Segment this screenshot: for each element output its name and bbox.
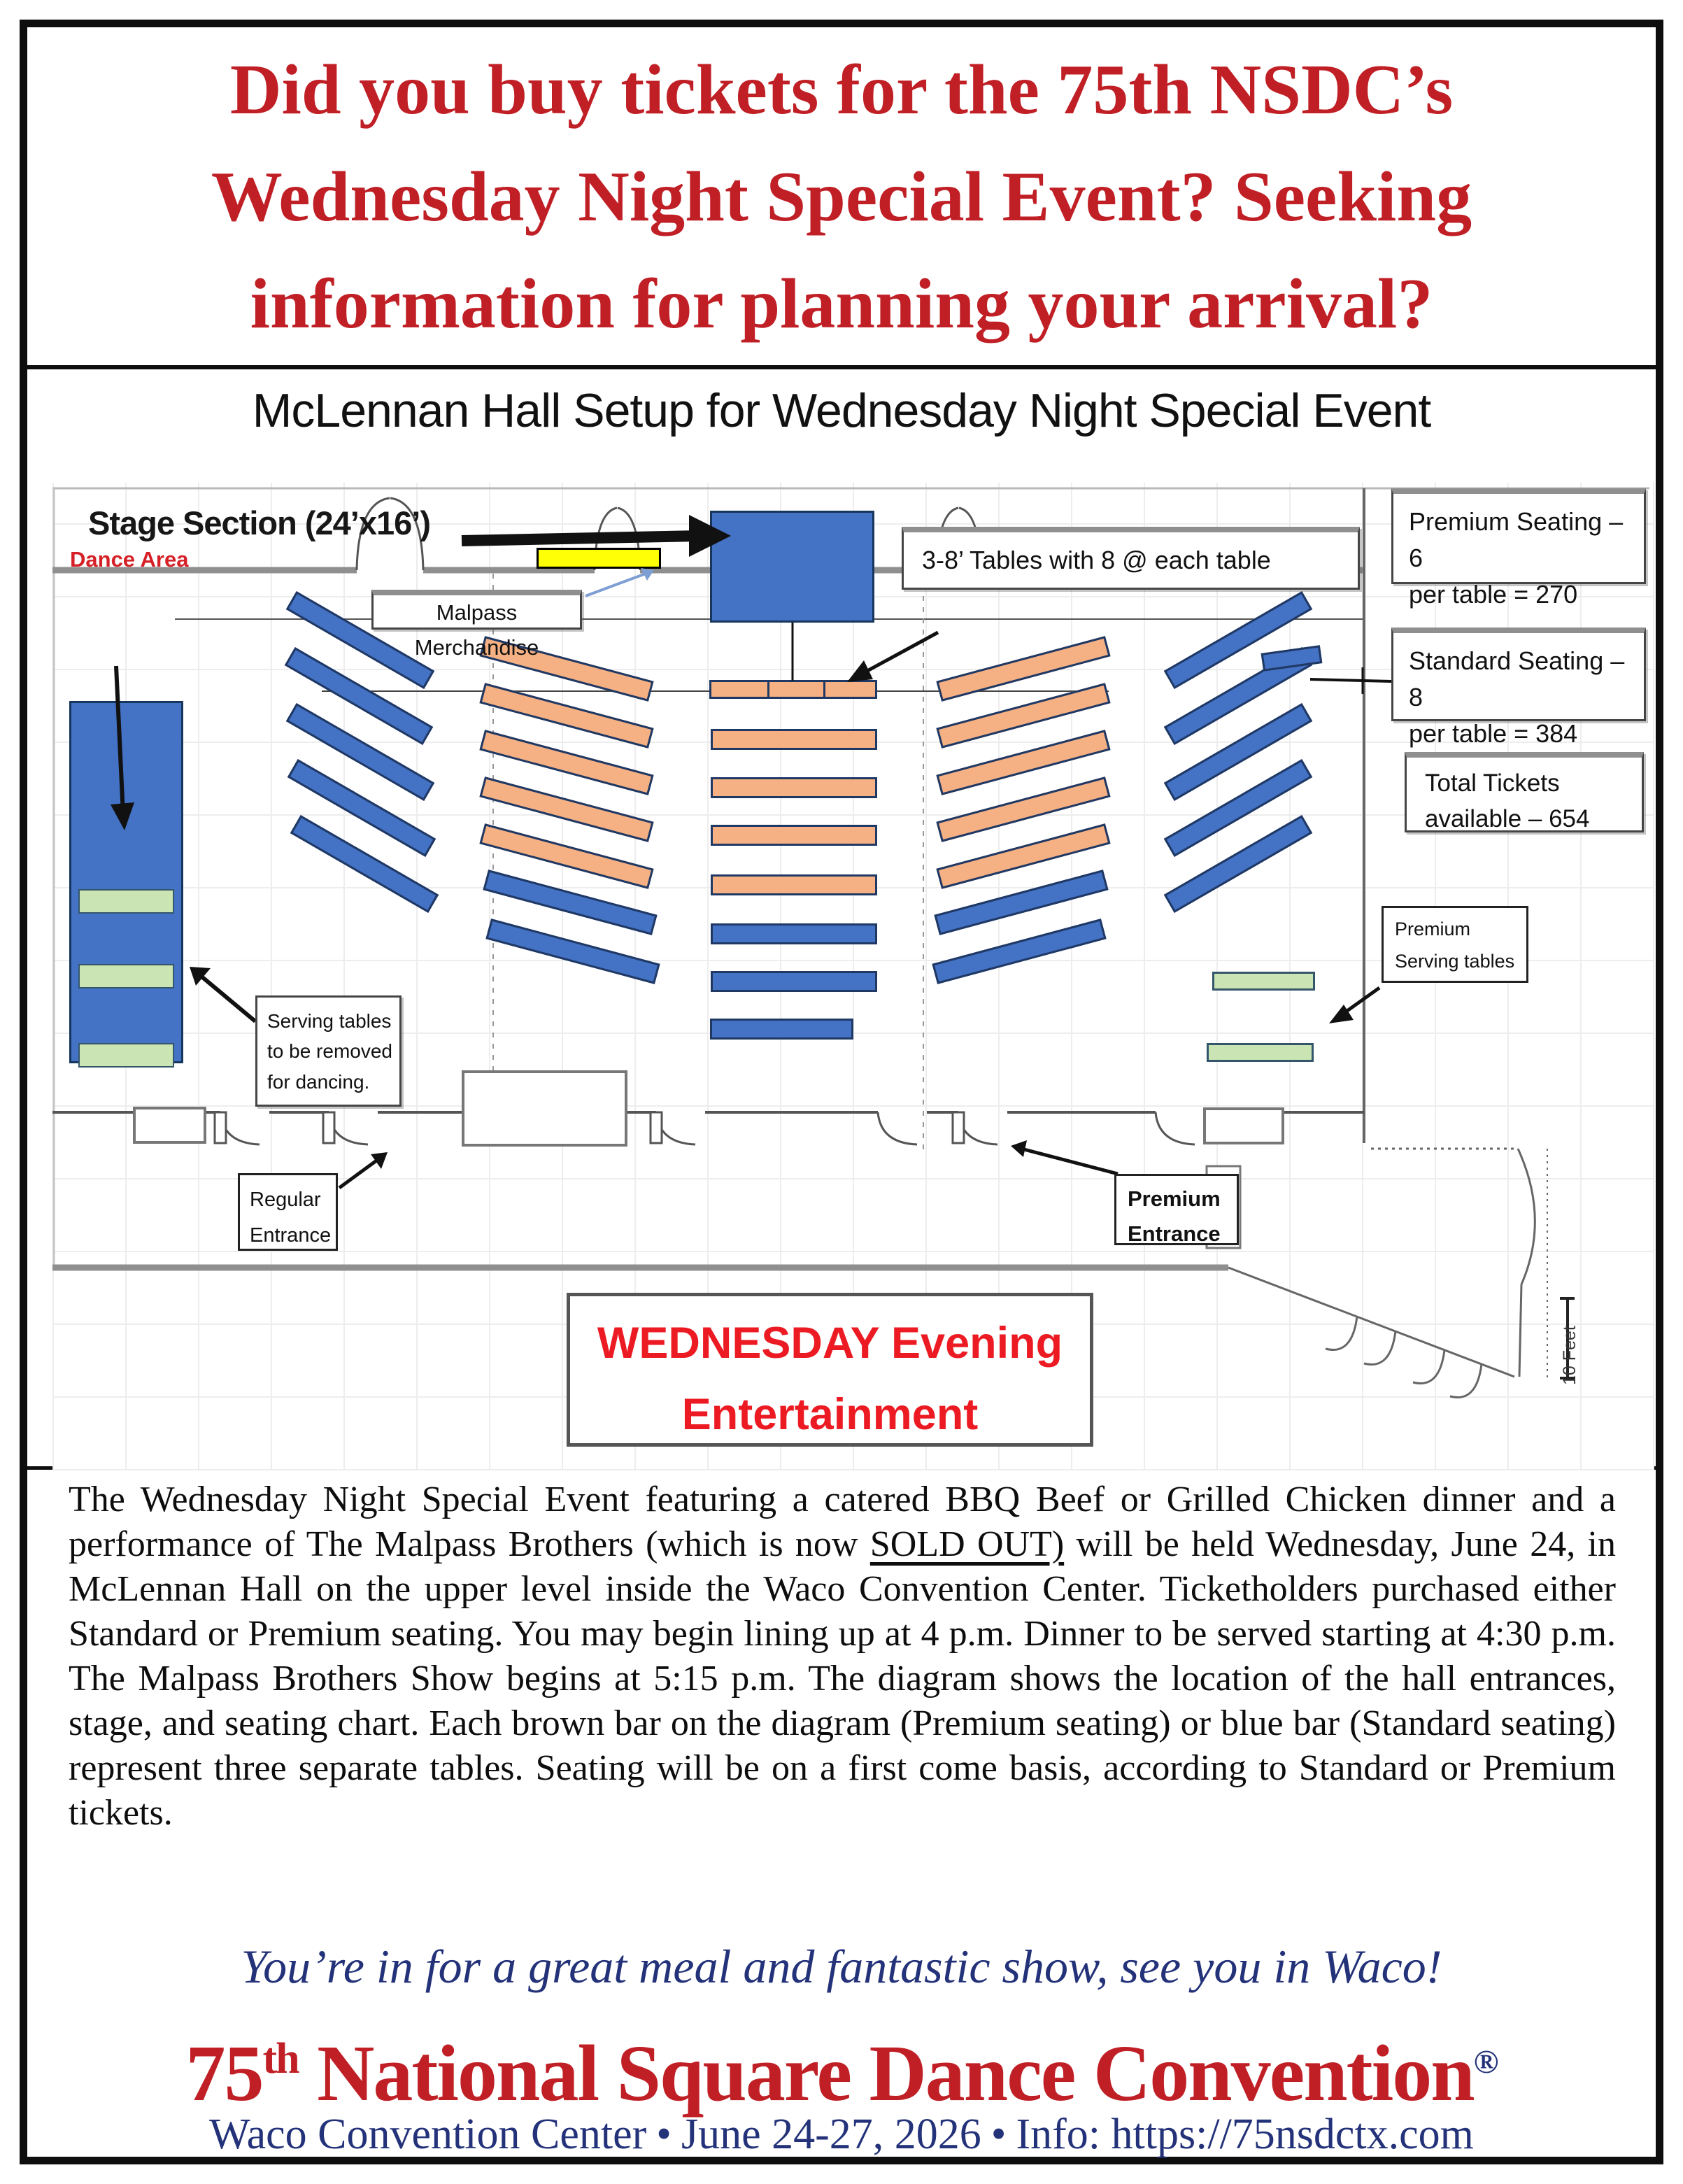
body-paragraph: [69, 1477, 1616, 1836]
headline-line-3: information for planning your arrival?: [250, 264, 1433, 343]
tables-note-text: 3-8’ Tables with 8 @ each table: [922, 546, 1271, 574]
standard-seating-line1: Standard Seating – 8: [1409, 646, 1625, 712]
convention-name: National Square Dance Convention: [298, 2029, 1474, 2118]
dates-text: June 24-27, 2026: [681, 2111, 981, 2158]
convention-number: 75: [185, 2029, 263, 2118]
regular-entrance-arrow: [339, 1152, 388, 1188]
floorplan: [52, 483, 1654, 1470]
tagline: You’re in for a great meal and fantastic show, see you in Waco!: [241, 1940, 1442, 1993]
legend-standard-seating: [1391, 627, 1646, 749]
premium-entrance-line2: Entrance: [1128, 1221, 1221, 1246]
headline-line-1: Did you buy tickets for the 75th NSDC’s: [229, 50, 1454, 129]
premium-entrance-line1: Premium: [1128, 1186, 1221, 1211]
stage-section-label: Stage Section (24’x16’): [88, 504, 430, 541]
premium-seating-line1: Premium Seating – 6: [1409, 507, 1624, 573]
banner-line1: WEDNESDAY Evening: [597, 1319, 1063, 1368]
premium-entrance-arrow: [1011, 1140, 1118, 1174]
event-banner: [567, 1293, 1093, 1447]
headline: [42, 36, 1641, 357]
paragraph-text: The Wednesday Night Special Event featuring a catered BBQ Beef or Grilled Chicken dinner and a performance of The Malpass Brothers (which is now: [69, 1480, 1616, 1564]
info-url: Info: https://75nsdctx.com: [1016, 2111, 1474, 2158]
legend-total-tickets: [1405, 752, 1644, 832]
standard-seating-line2: per table = 384: [1409, 719, 1578, 749]
convention-ordinal: th: [262, 2035, 299, 2083]
registered-mark: ®: [1473, 2043, 1498, 2080]
serving-note-arrow: [190, 967, 255, 1021]
banner-line2: Entertainment: [681, 1390, 979, 1440]
stage-arrow: [462, 515, 731, 557]
paragraph-text: will be held Wednesday, June 24, in McLennan Hall on the upper level inside the Waco Convention Center. Ticketholders purchased either Standard or Premium seating. You may begin lining up at 4 p.m. Dinner to be served starting at 4:30 p.m. The Malpass Brothers Show begins at 5:15 p.m. The diagram shows the location of the hall entrances, stage, and seating chart. Each brown bar on the diagram (Premium seating) or blue bar (Standard seating) represent three separate tables. Seating will be on a first come basis, according to Standard or Premium tickets.: [69, 1524, 1617, 1833]
standard-seating-connector: [1310, 667, 1391, 694]
dance-area-arrow: [111, 666, 134, 830]
scale-label: 10 Feet: [1560, 1326, 1579, 1385]
serving-note-line1: Serving tables: [267, 1010, 392, 1032]
malpass-merchandise-label: [371, 590, 582, 660]
info-line: [0, 2110, 1683, 2160]
premium-entrance-label: [1114, 1174, 1239, 1245]
premium-seating-line2: per table = 270: [1409, 580, 1578, 609]
malpass-arrow: [585, 568, 654, 596]
total-tickets-line2: available – 654: [1425, 804, 1590, 832]
serving-note-line2: to be removed: [267, 1040, 392, 1063]
premium-serving-line2: Serving tables: [1395, 950, 1515, 972]
serving-note-line3: for dancing.: [267, 1070, 370, 1093]
serving-note-label: [255, 995, 402, 1107]
premium-serving-line1: Premium: [1395, 919, 1471, 939]
premium-serving-arrow: [1329, 988, 1379, 1023]
total-tickets-line1: Total Tickets: [1425, 770, 1560, 797]
bullet-separator: •: [656, 2111, 672, 2158]
tables-note-label: [902, 527, 1360, 590]
bullet-separator: •: [990, 2111, 1007, 2158]
malpass-merchandise-text: Malpass Merchandise: [414, 600, 539, 660]
convention-title: [0, 2027, 1683, 2120]
headline-divider: [27, 365, 1656, 369]
tables-note-arrow: [847, 632, 938, 682]
regular-entrance-label: [238, 1173, 338, 1251]
premium-serving-label: [1382, 906, 1528, 983]
diagram-title: McLennan Hall Setup for Wednesday Night Special Event: [252, 384, 1431, 437]
sold-out-text: SOLD OUT): [869, 1524, 1065, 1564]
regular-entrance-line2: Entrance: [250, 1224, 332, 1247]
venue-text: Waco Convention Center: [209, 2111, 647, 2158]
legend-premium-seating: [1391, 488, 1646, 609]
regular-entrance-line1: Regular: [250, 1189, 321, 1211]
headline-line-2: Wednesday Night Special Event? Seeking: [211, 157, 1472, 236]
dance-area-label: Dance Area: [70, 547, 189, 572]
